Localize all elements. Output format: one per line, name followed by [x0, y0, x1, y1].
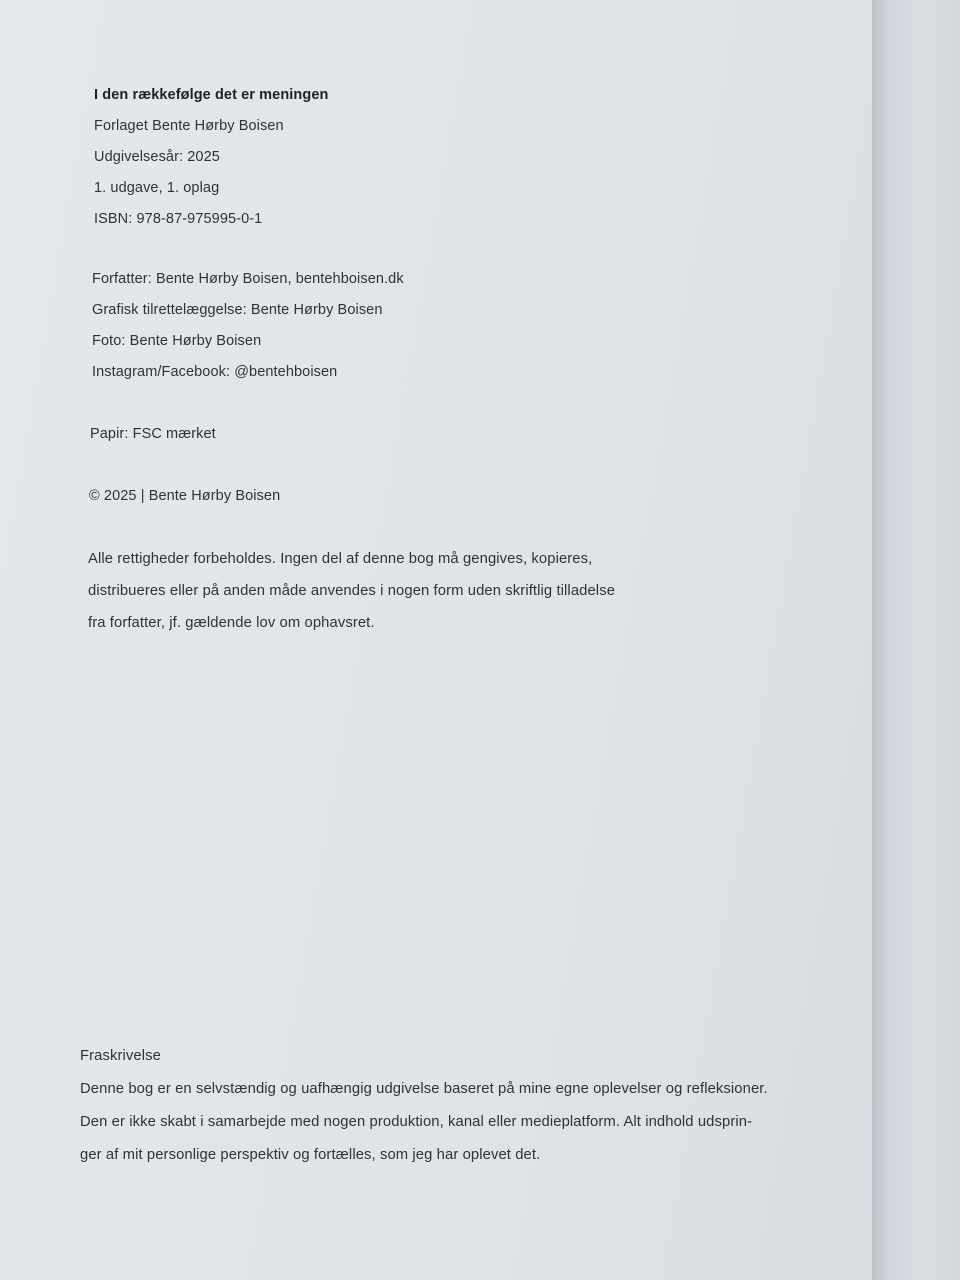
publication-year-line: Udgivelsesår: 2025	[94, 149, 220, 165]
disclaimer-line: Denne bog er en selvstændig og uafhængig udgivelse baseret på mine egne oplevelser og refleksioner.	[80, 1081, 768, 1097]
disclaimer-heading: Fraskrivelse	[80, 1048, 161, 1064]
disclaimer-block	[80, 1040, 768, 1172]
disclaimer-line: ger af mit personlige perspektiv og fortælles, som jeg har oplevet det.	[80, 1147, 541, 1163]
credits-block	[92, 264, 404, 388]
copyright-block	[89, 481, 280, 512]
author-line: Forfatter: Bente Hørby Boisen, bentehboisen.dk	[92, 271, 404, 287]
colophon-block	[94, 80, 328, 235]
edition-line: 1. udgave, 1. oplag	[94, 180, 220, 196]
rights-line: fra forfatter, jf. gældende lov om ophavsret.	[88, 615, 375, 631]
photo-credit-line: Foto: Bente Hørby Boisen	[92, 333, 262, 349]
design-credit-line: Grafisk tilrettelæggelse: Bente Hørby Boisen	[92, 302, 383, 318]
next-page-edge	[872, 0, 960, 1280]
copyright-line: © 2025 | Bente Hørby Boisen	[89, 488, 281, 504]
rights-line: distribueres eller på anden måde anvendes i nogen form uden skriftlig tilladelse	[88, 583, 616, 599]
rights-paragraph	[88, 543, 615, 639]
social-media-line: Instagram/Facebook: @bentehboisen	[92, 364, 338, 380]
isbn-line: ISBN: 978-87-975995-0-1	[94, 211, 263, 227]
book-title: I den rækkefølge det er meningen	[94, 87, 329, 103]
disclaimer-line: Den er ikke skabt i samarbejde med nogen produktion, kanal eller medieplatform. Alt indhold udsprin-	[80, 1114, 753, 1130]
rights-line: Alle rettigheder forbeholdes. Ingen del af denne bog må gengives, kopieres,	[88, 551, 593, 567]
paper-line: Papir: FSC mærket	[90, 426, 216, 442]
publisher-line: Forlaget Bente Hørby Boisen	[94, 118, 284, 134]
paper-block	[90, 419, 216, 450]
